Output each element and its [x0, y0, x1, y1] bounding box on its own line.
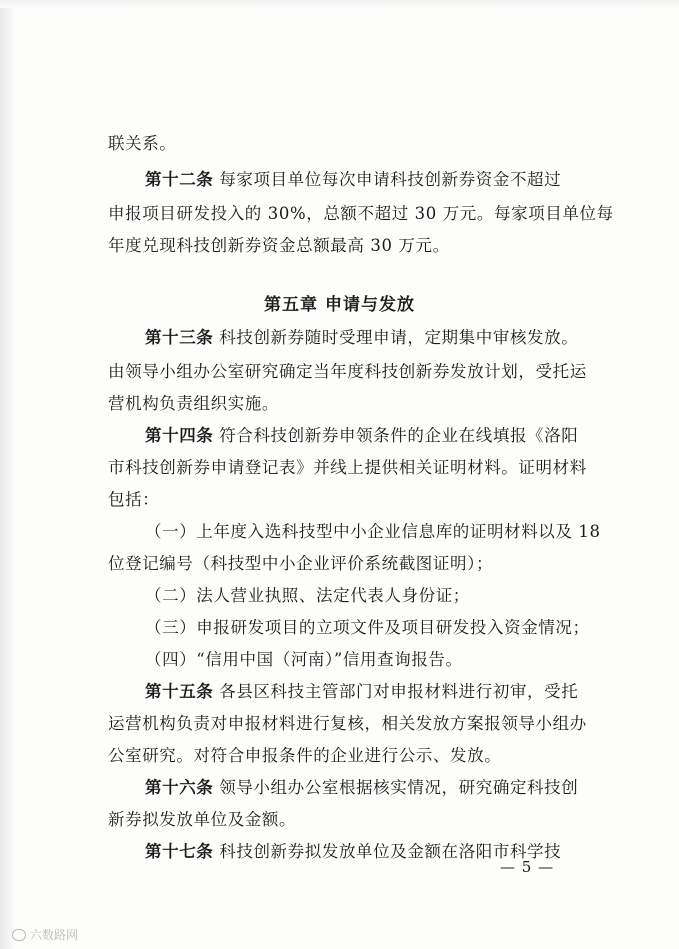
- list-item-2: （二）法人营业执照、法定代表人身份证；: [145, 586, 470, 605]
- watermark-text: 六数路网: [30, 928, 79, 942]
- article-label: 第十六条: [145, 778, 214, 797]
- article-12-line-2: 申报项目研发投入的 30%，总额不超过 30 万元。每家项目单位每: [108, 204, 614, 223]
- list-item-3: （三）申报研发项目的立项文件及项目研发投入资金情况；: [145, 618, 590, 637]
- article-16-line-2: 新券拟发放单位及金额。: [108, 810, 297, 829]
- article-label: 第十四条: [145, 426, 214, 445]
- page-number: — 5 —: [500, 858, 555, 876]
- watermark: [12, 926, 78, 943]
- article-13-line-1: 第十三条 科技创新券随时受理申请，定期集中审核发放。: [145, 328, 579, 347]
- article-15-line-1: 第十五条 各县区科技主管部门对申报材料进行初审，受托: [145, 682, 579, 701]
- list-item-1-line-2: 位登记编号（科技型中小企业评价系统截图证明）；: [108, 554, 494, 573]
- article-12-line-3: 年度兑现科技创新券资金总额最高 30 万元。: [108, 236, 450, 255]
- scan-edge-left: [0, 0, 14, 949]
- article-17-line-1: 第十七条 科技创新券拟发放单位及金额在洛阳市科学技: [145, 842, 562, 861]
- article-label: 第十五条: [145, 682, 214, 701]
- article-14-line-1: 第十四条 符合科技创新券申领条件的企业在线填报《洛阳: [145, 426, 579, 445]
- article-15-line-3: 公室研究。对符合申报条件的企业进行公示、发放。: [108, 746, 502, 765]
- article-16-line-1: 第十六条 领导小组办公室根据核实情况，研究确定科技创: [145, 778, 579, 797]
- article-14-line-3: 包括：: [108, 490, 160, 509]
- watermark-logo-icon: [12, 929, 26, 941]
- scan-edge-top: [0, 0, 679, 8]
- list-item-1-line-1: （一）上年度入选科技型中小企业信息库的证明材料以及 18: [145, 522, 601, 541]
- article-15-line-2: 运营机构负责对申报材料进行复核，相关发放方案报领导小组办: [108, 714, 587, 733]
- paragraph-line: 联关系。: [108, 134, 177, 153]
- article-12-line-1: 第十二条 每家项目单位每次申请科技创新券资金不超过: [145, 170, 562, 189]
- list-item-4: （四）“信用中国（河南）”信用查询报告。: [145, 650, 463, 669]
- article-13-line-3: 营机构负责组织实施。: [108, 394, 279, 413]
- article-label: 第十三条: [145, 328, 214, 347]
- article-label: 第十七条: [145, 842, 214, 861]
- chapter-heading: 第五章 申请与发放: [264, 295, 415, 315]
- article-14-line-2: 市科技创新券申请登记表》并线上提供相关证明材料。证明材料: [108, 458, 587, 477]
- article-label: 第十二条: [145, 170, 214, 189]
- article-13-line-2: 由领导小组办公室研究确定当年度科技创新券发放计划，受托运: [108, 362, 587, 381]
